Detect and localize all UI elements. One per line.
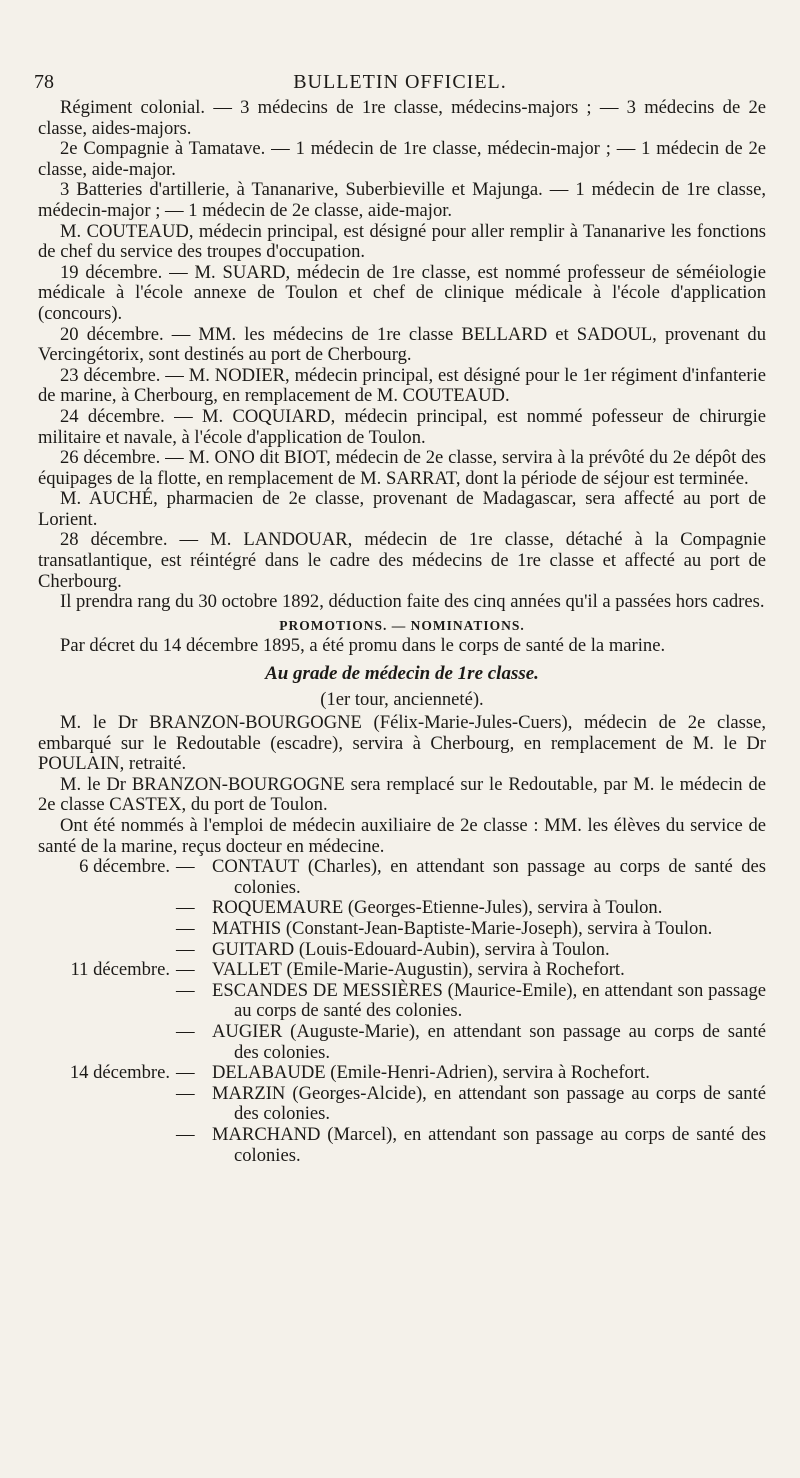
section-heading: PROMOTIONS. — NOMINATIONS. [279,617,525,633]
entry-date [38,981,176,1022]
page-header [34,68,766,96]
entry-dash: — [176,979,195,1001]
entry-name: GUITARD [212,938,295,960]
entry-dash: — [176,917,195,939]
paragraph: 23 décembre. — M. NODIER, médecin principal, est désigné pour le 1er régiment d'infanterie de marine, à Cherbourg, en remplacement de M. COUTEAUD. [38,364,766,407]
list-item [38,940,766,961]
entry-text [212,857,766,898]
entry-detail: (Georges-Alcide), en attendant son passage au corps de santé des colonies. [234,1082,766,1125]
entry-detail: (Constant-Jean-Baptiste-Marie-Joseph), servira à Toulon. [281,917,713,939]
list-item [38,1063,766,1084]
entry-text [212,1063,766,1084]
entry-dash: — [176,1082,195,1104]
entry-dash: — [176,938,195,960]
entry-name: MARCHAND [212,1123,321,1145]
entry-date [38,1084,176,1125]
page-number: 78 [34,71,54,93]
running-title: BULLETIN OFFICIEL. [293,71,507,93]
paragraph: Régiment colonial. — 3 médecins de 1re classe, médecins-majors ; — 3 médecins de 2e classe, aides-majors. [38,97,766,139]
paragraph: Il prendra rang du 30 octobre 1892, déduction faite des cinq années qu'il a passées hors cadres. [60,591,765,613]
entry-name: VALLET [212,959,282,981]
paragraph: 2e Compagnie à Tamatave. — 1 médecin de 1re classe, médecin-major ; — 1 médecin de 2e classe, aide-major. [38,138,766,180]
entry-name: ESCANDES DE MESSIÈRES [212,979,443,1001]
list-item [38,1022,766,1063]
entry-date [38,1125,176,1166]
entry-text [212,898,766,919]
entry-date [38,1022,176,1063]
entry-name: ROQUEMAURE [212,897,344,919]
entry-date: 6 décembre. [79,856,170,878]
entry-text [212,981,766,1022]
entry-name: AUGIER [212,1020,283,1042]
entry-detail: (Georges-Etienne-Jules), servira à Toulon. [343,897,663,919]
entry-detail: (Marcel), en attendant son passage au corps de santé des colonies. [234,1123,766,1166]
list-item [38,857,766,898]
entry-text [212,1125,766,1166]
list-item [38,1084,766,1125]
entry-detail: (Emile-Henri-Adrien), servira à Rochefort. [325,1062,650,1084]
paragraph: Ont été nommés à l'emploi de médecin auxiliaire de 2e classe : MM. les élèves du service de santé de la marine, reçus docteur en médecine. [38,815,766,857]
entry-date [38,898,176,919]
list-item [38,898,766,919]
paragraph: Par décret du 14 décembre 1895, a été promu dans le corps de santé de la marine. [60,634,666,656]
entry-date [38,919,176,940]
entry-detail: (Louis-Edouard-Aubin), servira à Toulon. [294,938,610,960]
paragraph: M. COUTEAUD, médecin principal, est désigné pour aller remplir à Tananarive les fonctions de chef du service des troupes d'occupation. [38,220,766,263]
entry-date [38,940,176,961]
entry-dash: — [176,1020,195,1042]
list-item [38,1125,766,1166]
entry-detail: (Emile-Marie-Augustin), servira à Rochefort. [281,959,625,981]
paragraph: 19 décembre. — M. SUARD, médecin de 1re classe, est nommé professeur de séméiologie médicale à l'école annexe de Toulon et chef de clinique médicale à l'école d'application (concours). [38,261,766,324]
paragraph: 3 Batteries d'artillerie, à Tananarive, Suberbieville et Majunga. — 1 médecin de 1re classe, médecin-major ; — 1 médecin de 2e classe, aide-major. [38,179,766,221]
entry-dash: — [176,856,195,878]
paragraph: 24 décembre. — M. COQUIARD, médecin principal, est nommé pofesseur de chirurgie militaire et navale, à l'école d'application de Toulon. [38,405,766,448]
entry-text [212,1084,766,1125]
entry-detail: (Auguste-Marie), en attendant son passage au corps de santé des colonies. [234,1020,766,1063]
entry-name: MARZIN [212,1082,286,1104]
entry-dash: — [176,897,195,919]
entry-name: CONTAUT [212,856,300,878]
list-item [38,919,766,940]
paragraph: M. AUCHÉ, pharmacien de 2e classe, provenant de Madagascar, sera affecté au port de Lorient. [38,488,766,530]
entry-date: 11 décembre. [70,959,170,981]
entry-text [212,960,766,981]
nomination-list [38,857,766,1166]
entry-detail: (Maurice-Emile), en attendant son passage au corps de santé des colonies. [234,979,767,1022]
entry-text [212,1022,766,1063]
entry-detail: (Charles), en attendant son passage au corps de santé des colonies. [234,856,766,898]
entry-name: DELABAUDE [212,1062,326,1084]
list-item [38,981,766,1022]
list-item [38,960,766,981]
paragraph: M. le Dr BRANZON-BOURGOGNE (Félix-Marie-Jules-Cuers), médecin de 2e classe, embarqué sur le Redoutable (escadre), servira à Cherbourg, en remplacement de M. le Dr POULAIN, retraité. [38,712,766,775]
paragraph: 26 décembre. — M. ONO dit BIOT, médecin de 2e classe, servira à la prévôté du 2e dépôt des équipages de la flotte, en remplacement de M. SARRAT, dont la période de séjour est terminée. [38,447,766,489]
entry-dash: — [176,959,195,981]
entry-name: MATHIS [212,917,282,939]
entry-dash: — [176,1062,195,1084]
entry-text [212,919,766,940]
paragraph: M. le Dr BRANZON-BOURGOGNE sera remplacé sur le Redoutable, par M. le médecin de 2e classe CASTEX, du port de Toulon. [38,773,766,816]
paragraph: 20 décembre. — MM. les médecins de 1re classe BELLARD et SADOUL, provenant du Vercingétorix, sont destinés au port de Cherbourg. [38,323,766,366]
paragraph: 28 décembre. — M. LANDOUAR, médecin de 1re classe, détaché à la Compagnie transatlantique, est réintégré dans le cadre des médecins de 1re classe et affecté au port de Cherbourg. [38,529,766,592]
entry-dash: — [176,1123,195,1145]
page-body [38,98,766,1166]
entry-text [212,940,766,961]
tour-note: (1er tour, ancienneté). [320,689,484,711]
grade-heading: Au grade de médecin de 1re classe. [265,663,539,685]
entry-date: 14 décembre. [69,1062,170,1084]
